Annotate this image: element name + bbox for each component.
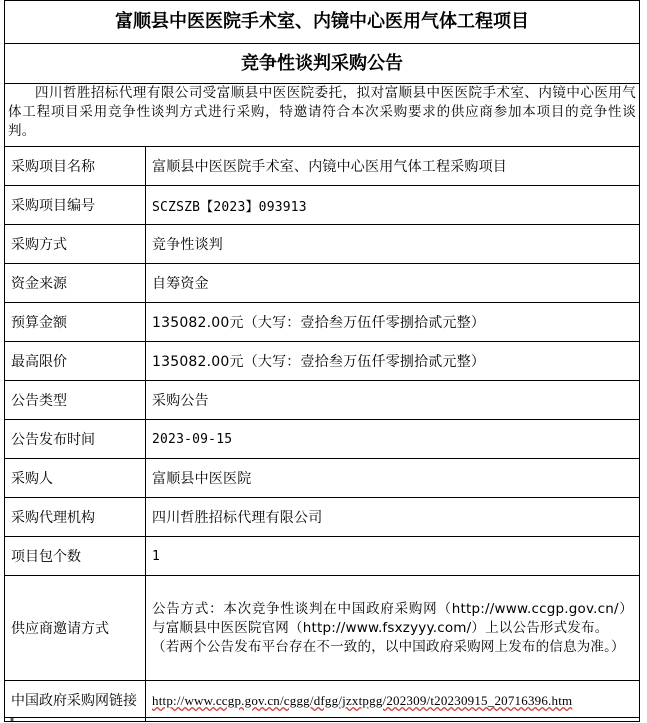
row-label: 供应商邀请方式	[5, 576, 146, 681]
intro-paragraph: 四川哲胜招标代理有限公司受富顺县中医医院委托，拟对富顺县中医医院手术室、内镜中心医用气体工程项目采用竞争性谈判方式进行采购，特邀请符合本次采购要求的供应商参加本项目的竞争性谈判。	[8, 85, 636, 139]
invite-method-line: 公告方式：本次竞争性谈判在中国政府采购网（http://www.ccgp.gov.cn/）与富顺县中医医院官网（http://www.fsxzyyy.com/）上以公告形式发布。	[152, 600, 633, 636]
row-label: 采购代理机构	[5, 498, 146, 537]
row-label: 最高限价	[5, 342, 146, 381]
table-row	[5, 459, 640, 498]
row-value: 竞争性谈判	[146, 225, 640, 264]
table-row	[5, 342, 640, 381]
table-row-link	[5, 681, 640, 722]
table-row	[5, 420, 640, 459]
row-label: 采购方式	[5, 225, 146, 264]
row-value: 2023-09-15	[146, 420, 640, 459]
row-label: 中国政府采购网链接	[5, 681, 146, 722]
table-row	[5, 498, 640, 537]
procurement-info-table	[4, 146, 640, 722]
title-divider	[4, 43, 640, 44]
row-label: 项目包个数	[5, 537, 146, 576]
row-label: 采购项目编号	[5, 186, 146, 225]
row-value: 135082.00元（大写：壹拾叁万伍仟零捌拾贰元整）	[146, 342, 640, 381]
table-row	[5, 303, 640, 342]
row-value: SCZSZB【2023】093913	[146, 186, 640, 225]
row-value: 采购公告	[146, 381, 640, 420]
table-row	[5, 381, 640, 420]
invite-method-text	[146, 576, 640, 681]
invite-method-note: （若两个公告发布平台存在不一致的，以中国政府采购网上发布的信息为准。）	[152, 638, 625, 655]
row-value: 自筹资金	[146, 264, 640, 303]
table-row	[5, 186, 640, 225]
row-label: 预算金额	[5, 303, 146, 342]
row-label: 采购项目名称	[5, 147, 146, 186]
row-value: 富顺县中医医院手术室、内镜中心医用气体工程采购项目	[146, 147, 640, 186]
row-value: 富顺县中医医院	[146, 459, 640, 498]
table-row	[5, 264, 640, 303]
ccgp-link-cell[interactable]	[146, 681, 640, 722]
row-value: 1	[146, 537, 640, 576]
notice-subtitle: 竞争性谈判采购公告	[241, 53, 403, 74]
row-label: 采购人	[5, 459, 146, 498]
row-label: 资金来源	[5, 264, 146, 303]
corner-mark: ▪	[10, 716, 15, 723]
row-value: 135082.00元（大写：壹拾叁万伍仟零捌拾贰元整）	[146, 303, 640, 342]
notice-title: 富顺县中医医院手术室、内镜中心医用气体工程项目	[115, 11, 529, 32]
ccgp-link[interactable]: http://www.ccgp.gov.cn/cggg/dfgg/jzxtpgg/202309/t20230915_20716396.htm	[152, 693, 573, 708]
row-label: 公告类型	[5, 381, 146, 420]
table-row-invite	[5, 576, 640, 681]
table-row	[5, 225, 640, 264]
table-row	[5, 147, 640, 186]
row-label: 公告发布时间	[5, 420, 146, 459]
table-row	[5, 537, 640, 576]
row-value: 四川哲胜招标代理有限公司	[146, 498, 640, 537]
